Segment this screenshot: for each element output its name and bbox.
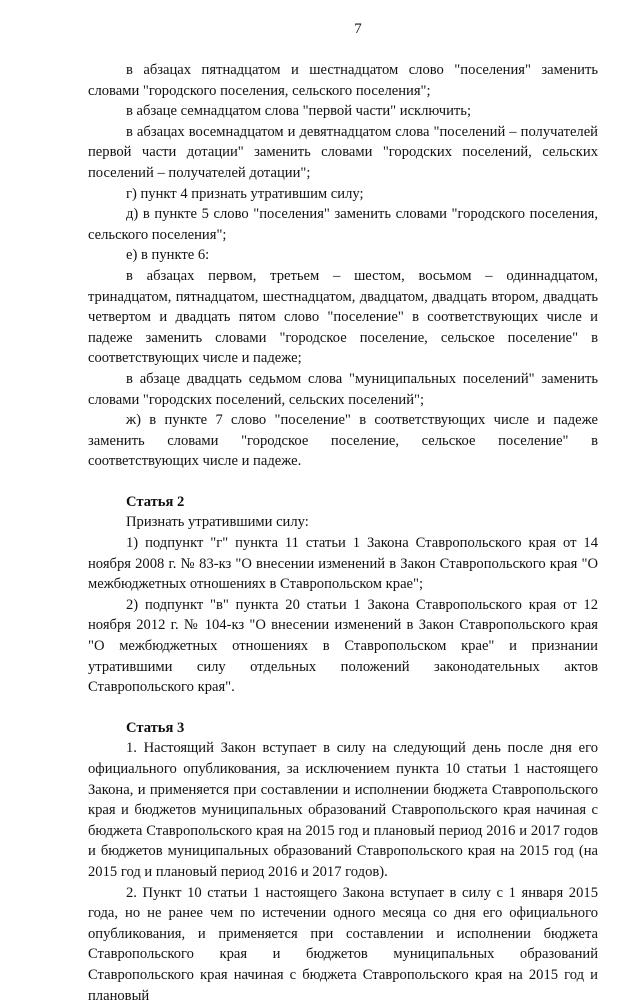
paragraph: г) пункт 4 признать утратившим силу; [126,185,364,202]
paragraph: в абзацах первом, третьем – шестом, восьмом – одиннадцатом, тринадцатом, пятнадцатом, шестнадцатом, двадцатом, двадцать втором, двадцать четвертом и двадцать пятом слово "поселение" в соответствующих числе и падеже заменить словами "городское поселение, сельское поселение" в соответствующих числе и падеже; [88,267,598,367]
paragraph: в абзацах восемнадцатом и девятнадцатом слова "поселений – получателей первой части дотации" заменить словами "городских поселений, сельских поселений – получателей дотации"; [88,123,598,181]
paragraph: д) в пункте 5 слово "поселения" заменить словами "городского поселения, сельского поселения"; [88,206,598,243]
spacer [88,698,598,718]
paragraph: е) в пункте 6: [126,247,210,264]
spacer [88,472,598,492]
article-heading: Статья 2 [126,493,185,510]
amendments-list [88,60,598,472]
paragraph: в абзацах пятнадцатом и шестнадцатом слово "поселения" заменить словами "городского поселения, сельского поселения"; [88,62,598,99]
paragraph: в абзаце двадцать седьмом слова "муниципальных поселений" заменить словами "городских поселений, сельских поселений"; [88,370,598,408]
paragraph: 2) подпункт "в" пункта 20 статьи 1 Закона Ставропольского края от 12 ноября 2012 г. № 104-кз "О внесении изменений в Закон Ставропольского края "О межбюджетных отношениях в Ставропольском крае" и признании утратившими силу отдельных положений законодательных актов Ставропольского края". [88,596,598,696]
paragraph: в абзаце семнадцатом слова "первой части" исключить; [126,103,471,120]
article-3 [88,718,598,1006]
page-number: 7 [354,21,362,37]
paragraph: 2. Пункт 10 статьи 1 настоящего Закона вступает в силу с 1 января 2015 года, но не ранее чем по истечении одного месяца со дня его официального опубликования, и применяется при составлении и исполнении бюджета Ставропольского края и бюджетов муниципальных образований Ставропольского края начиная с бюджета Ставропольского края на 2015 год и плановый [88,884,598,1004]
paragraph: ж) в пункте 7 слово "поселение" в соответствующих числе и падеже заменить словами "городское поселение, сельское поселение" в соответствующих числе и падеже. [88,412,598,470]
article-heading: Статья 3 [126,719,185,736]
paragraph: 1. Настоящий Закон вступает в силу на следующий день после дня его официального опубликования, за исключением пункта 10 статьи 1 настоящего Закона, и применяется при составлении и исполнении бюджета Ставропольского края и бюджетов муниципальных образований Ставропольского края начиная с бюджета Ставропольского края на 2015 год и плановый период 2016 и 2017 годов и бюджетов муниципальных образований Ставропольского края на 2015 год (на 2015 год и плановый период 2016 и 2017 годов). [88,740,598,880]
article-2 [88,492,598,698]
paragraph: Признать утратившими силу: [126,514,309,531]
paragraph: 1) подпункт "г" пункта 11 статьи 1 Закона Ставропольского края от 14 ноября 2008 г. № 83-кз "О внесении изменений в Закон Ставропольского края "О межбюджетных отношениях в Ставропольском крае"; [88,535,598,593]
